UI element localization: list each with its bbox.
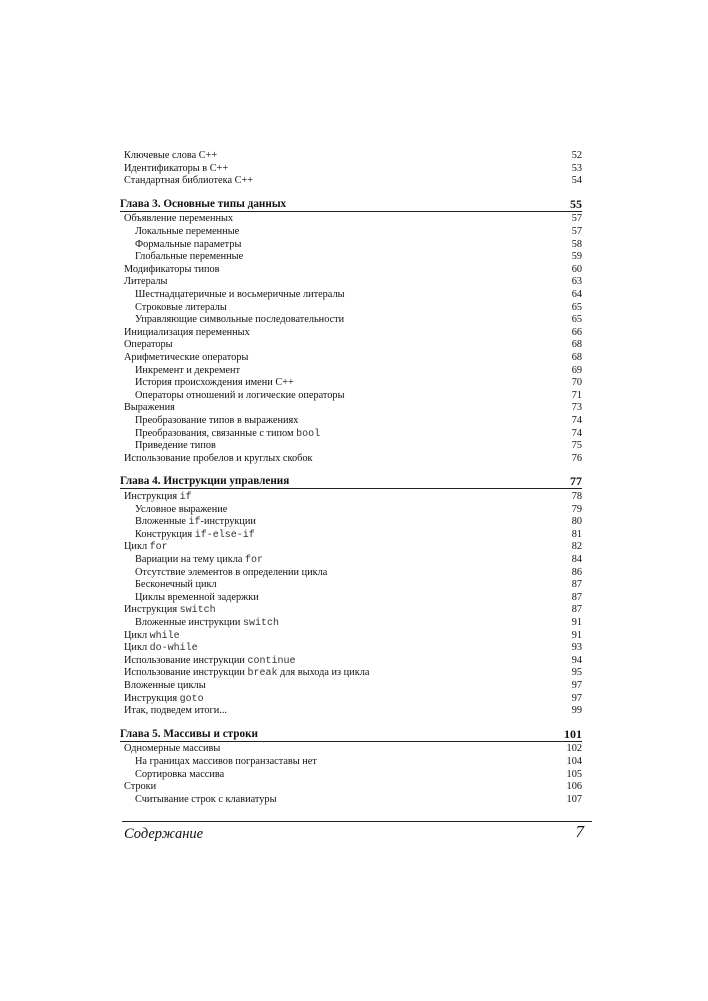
title-text: Отсутствие элементов в определении цикла: [135, 566, 328, 578]
title-text: Считывание строк с клавиатуры: [135, 793, 277, 805]
toc-entry: [120, 414, 582, 427]
title-text: Цикл: [124, 629, 150, 641]
toc-page-number: 91: [571, 617, 582, 628]
toc-entry: [120, 326, 582, 339]
toc-page-number: 97: [571, 692, 582, 704]
title-text: Инкремент и декремент: [135, 364, 241, 376]
title-text: Модификаторы типов: [124, 263, 220, 275]
toc-entry-title: [124, 351, 248, 364]
toc-page-number: 76: [571, 452, 582, 464]
toc-page-number: 57: [571, 226, 582, 237]
title-text: Операторы отношений и логические операторы: [135, 389, 345, 401]
toc-page-number: 81: [571, 528, 582, 540]
chapter-page-number: 101: [564, 726, 582, 741]
toc-page-number: 99: [571, 705, 582, 717]
title-text: Инструкция: [124, 491, 180, 502]
toc-entry: [120, 389, 582, 402]
title-text: Вариации на тему цикла: [135, 554, 246, 565]
toc-entry: [120, 780, 582, 793]
toc-entry-title: [135, 389, 345, 402]
toc-page-number: 58: [571, 238, 582, 250]
toc-entry: [120, 578, 582, 591]
toc-entry-title: [135, 250, 243, 263]
toc-page-number: 78: [571, 491, 582, 502]
toc-entry-title: [124, 149, 217, 162]
toc-entry-title: [124, 679, 206, 692]
toc-page-number: 87: [571, 579, 582, 591]
toc-entry-title: [135, 578, 217, 591]
chapter-title: [120, 197, 286, 212]
title-text: На границах массивов погранзаставы нет: [135, 756, 317, 767]
code-keyword: switch: [243, 618, 280, 629]
toc-entry-title: [124, 704, 227, 717]
code-keyword: switch: [179, 605, 216, 617]
title-text: Арифметические операторы: [124, 352, 249, 363]
toc-entry-title: [135, 238, 241, 251]
title-text: Сортировка массива: [135, 768, 225, 780]
title-text: Строки: [124, 781, 157, 793]
title-text: для выхода из цикла: [277, 667, 370, 679]
toc-entry: [120, 755, 582, 768]
toc-page-number: 74: [571, 415, 582, 426]
toc-page-number: 65: [571, 301, 582, 313]
toc-entry-title: [124, 263, 220, 276]
toc-page-number: 66: [571, 326, 582, 338]
toc-entry: [120, 566, 582, 579]
title-text: Итак, подведем итоги...: [124, 705, 227, 717]
toc-entry-title: [135, 288, 345, 301]
toc-entry-title: [135, 503, 227, 516]
toc-entry: [120, 263, 582, 276]
title-text: Одномерные массивы: [124, 743, 221, 755]
toc-entry: [120, 591, 582, 604]
toc-entry: [120, 553, 582, 566]
toc-entry-title: [135, 755, 317, 768]
toc-entry-title: [124, 780, 156, 793]
toc-entry-title: [135, 439, 216, 452]
toc-page-number: 68: [571, 339, 582, 351]
footer-rule: [122, 821, 592, 822]
toc-page-number: 102: [566, 743, 582, 755]
toc-entry-title: [124, 212, 233, 225]
title-text: Строковые литералы: [135, 301, 227, 313]
title-text: Вложенные: [135, 516, 189, 528]
toc-entry-title: [124, 174, 253, 187]
title-text: Локальные переменные: [135, 226, 240, 237]
toc-entry: [120, 793, 582, 806]
toc-entry-title: [124, 162, 228, 175]
toc-page-number: 53: [571, 162, 582, 174]
title-text: Формальные параметры: [135, 238, 242, 250]
toc-entry-title: [124, 452, 313, 465]
toc-page-number: 71: [571, 389, 582, 401]
code-keyword: bool: [296, 428, 321, 440]
toc-entry: [120, 666, 582, 679]
toc-page-number: 73: [571, 402, 582, 414]
toc-entry: [120, 401, 582, 414]
toc-page-number: 63: [571, 276, 582, 288]
toc-entry: [120, 275, 582, 288]
toc-page-number: 69: [571, 364, 582, 376]
toc-page-number: 95: [571, 667, 582, 679]
toc-entry-title: [135, 566, 327, 579]
toc-page-number: 54: [571, 175, 582, 187]
toc-entry: [120, 515, 582, 528]
code-keyword: goto: [179, 693, 204, 705]
toc-entry: [120, 364, 582, 377]
toc-page-number: 57: [571, 213, 582, 225]
toc-entry: [120, 439, 582, 452]
toc-entry-title: [124, 742, 220, 755]
toc-entry-title: [124, 275, 167, 288]
toc-entry-title: [135, 591, 259, 604]
title-text: Литералы: [124, 276, 168, 288]
toc-entry: [120, 679, 582, 692]
toc-entry: [120, 629, 582, 642]
toc-entry-title: [124, 338, 173, 351]
title-text: Использование инструкции: [124, 654, 248, 666]
toc-entry-title: [135, 376, 294, 389]
title-text: Глава 3. Основные типы данных: [120, 197, 287, 210]
toc-entry: [120, 641, 582, 654]
toc-page-number: 65: [571, 314, 582, 326]
toc-entry-title: [135, 414, 298, 427]
toc-page-number: 74: [571, 427, 582, 439]
toc-page-number: 80: [571, 516, 582, 528]
chapter-page-number: 77: [570, 474, 582, 489]
chapter-heading: [120, 474, 582, 489]
code-keyword: for: [245, 555, 264, 566]
title-text: Вложенные циклы: [124, 680, 206, 691]
code-keyword: for: [149, 542, 168, 554]
title-text: Операторы: [124, 339, 173, 351]
toc-page-number: 97: [571, 680, 582, 691]
title-text: Инструкция: [124, 604, 180, 616]
code-keyword: if: [188, 517, 201, 529]
toc-entry-title: [124, 401, 175, 414]
toc-entry: [120, 540, 582, 553]
title-text: Вложенные инструкции: [135, 617, 244, 628]
title-text: Управляющие символьные последовательности: [135, 314, 345, 326]
title-text: Конструкция: [135, 528, 195, 540]
chapter-page-number: 55: [570, 196, 582, 211]
toc-entry: [120, 616, 582, 629]
title-text: Инструкция: [124, 692, 180, 704]
toc-entry: [120, 351, 582, 364]
code-keyword: if: [179, 492, 192, 503]
toc-page-number: 60: [571, 263, 582, 275]
toc-entry: [120, 149, 582, 162]
toc-entry: [120, 225, 582, 238]
toc-page-number: 86: [571, 566, 582, 578]
toc-entry: [120, 603, 582, 616]
toc-page-number: 82: [571, 541, 582, 553]
title-text: Глобальные переменные: [135, 251, 244, 263]
toc-entry-title: [135, 793, 276, 806]
toc-entry-title: [135, 364, 240, 377]
title-text: Инициализация переменных: [124, 326, 250, 338]
toc-entry: [120, 452, 582, 465]
code-keyword: continue: [247, 655, 296, 667]
toc-entry: [120, 692, 582, 705]
toc-entry: [120, 238, 582, 251]
title-text: Цикл: [124, 642, 150, 654]
footer-title: Содержание: [124, 826, 204, 842]
toc-page-number: 94: [571, 654, 582, 666]
toc-page-number: 59: [571, 251, 582, 263]
toc-page-number: 107: [566, 793, 582, 805]
toc-entry: [120, 490, 582, 503]
toc-page-number: 93: [571, 642, 582, 654]
title-text: Выражения: [124, 402, 175, 414]
toc-page-number: 52: [571, 150, 582, 161]
title-text: Глава 5. Массивы и строки: [120, 727, 258, 740]
toc-entry: [120, 742, 582, 755]
title-text: Ключевые слова C++: [124, 150, 218, 161]
title-text: Циклы временной задержки: [135, 591, 259, 603]
toc-page-number: 87: [571, 604, 582, 616]
toc-page-number: 70: [571, 377, 582, 389]
toc-entry: [120, 427, 582, 440]
toc-page-number: 87: [571, 591, 582, 603]
toc-page-number: 68: [571, 352, 582, 363]
title-text: Бесконечный цикл: [135, 579, 217, 591]
toc-entry: [120, 288, 582, 301]
code-keyword: do-while: [149, 643, 198, 655]
toc-entry: [120, 313, 582, 326]
toc-page-number: 105: [566, 768, 582, 780]
title-text: Глава 4. Инструкции управления: [120, 475, 290, 488]
toc-page-number: 104: [566, 756, 582, 767]
toc-page-number: 106: [566, 781, 582, 793]
chapter-title: [120, 474, 289, 489]
toc-entry: [120, 250, 582, 263]
title-text: Использование инструкции: [124, 667, 248, 679]
toc-entry-title: [135, 301, 227, 314]
code-keyword: break: [247, 668, 278, 680]
toc-page-number: 91: [571, 629, 582, 641]
title-text: Приведение типов: [135, 440, 216, 452]
code-keyword: if-else-if: [194, 529, 255, 541]
footer-page-number: 7: [575, 822, 584, 841]
toc-entry: [120, 338, 582, 351]
toc-page-number: 79: [571, 503, 582, 515]
chapter-title: [120, 727, 258, 742]
chapter-heading: [120, 197, 582, 212]
title-text: Объявление переменных: [124, 213, 234, 225]
toc-entry-title: [135, 225, 239, 238]
toc-page-number: 84: [571, 554, 582, 565]
toc-page-number: 64: [571, 289, 582, 300]
toc-entry-title: [135, 768, 224, 781]
toc-entry-title: [135, 313, 344, 326]
title-text: Преобразования, связанные с типом: [135, 427, 297, 439]
title-text: Стандартная библиотека C++: [124, 175, 254, 187]
title-text: Цикл: [124, 541, 150, 553]
title-text: История происхождения имени C++: [135, 377, 294, 389]
title-text: -инструкции: [200, 516, 256, 528]
toc-entry: [120, 162, 582, 175]
toc-entry: [120, 376, 582, 389]
toc-entry: [120, 503, 582, 516]
title-text: Использование пробелов и круглых скобок: [124, 452, 313, 464]
chapter-heading: [120, 727, 582, 742]
title-text: Идентификаторы в C++: [124, 162, 229, 174]
toc-entry: [120, 768, 582, 781]
title-text: Преобразование типов в выражениях: [135, 415, 299, 426]
toc-entry-title: [124, 326, 250, 339]
toc-entry: [120, 174, 582, 187]
title-text: Условное выражение: [135, 503, 228, 515]
toc-entry: [120, 528, 582, 541]
toc-entry: [120, 301, 582, 314]
code-keyword: while: [149, 630, 180, 642]
toc-entry: [120, 212, 582, 225]
title-text: Шестнадцатеричные и восьмеричные литералы: [135, 289, 345, 300]
toc-page-number: 75: [571, 440, 582, 452]
toc-entry: [120, 704, 582, 717]
toc-entry: [120, 654, 582, 667]
